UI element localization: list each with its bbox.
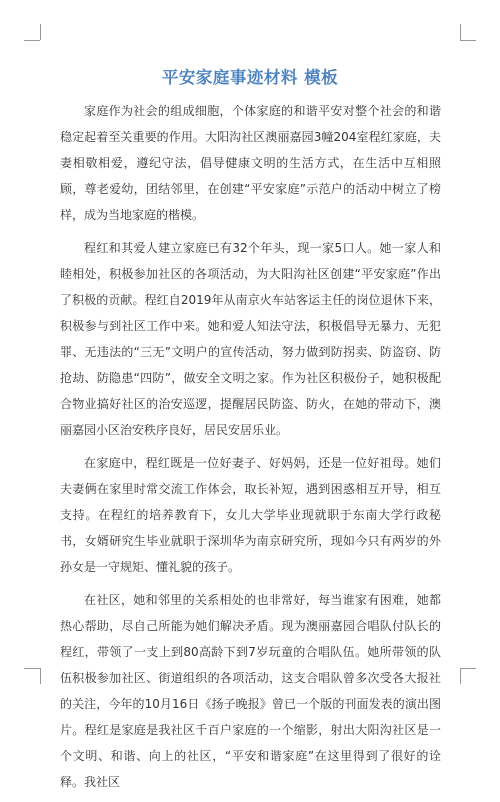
body-paragraph: 在家庭中，程红既是一位好妻子、好妈妈，还是一位好祖母。她们夫妻俩在家里时常交流工作体会，取长补短，遇到困惑相互开导，相互支持。在程红的培养教育下，女儿大学毕业现就职于东南大学行政秘书，女婿研究生毕业就职于深圳华为南京研究所，现如今只有两岁的外孙女是一守规矩、懂礼貌的孩子。 (60, 456, 441, 574)
document-title: 平安家庭事迹材料 模板 (161, 68, 339, 87)
crop-mark-top-right (460, 24, 461, 40)
crop-mark-top-left (40, 24, 41, 40)
crop-mark-top-left (24, 40, 40, 41)
body-paragraph: 家庭作为社会的组成细胞，个体家庭的和谐平安对整个社会的和谐稳定起着至关重要的作用。大阳沟社区澳丽嘉园3幢204室程红家庭，夫妻相敬相爱，遵纪守法，倡导健康文明的生活方式，在生活中互相照顾，尊老爱幼，团结邻里，在创建“平安家庭”示范户的活动中树立了榜样，成为当地家庭的楷模。 (60, 104, 441, 222)
body-paragraph: 在社区，她和邻里的关系相处的也非常好，每当谁家有困难，她都热心帮助，尽自己所能为她们解决矛盾。现为澳丽嘉园合唱队付队长的程红，带领了一支上到80高龄下到7岁玩童的合唱队伍。她所带领的队伍积极参加社区、街道组织的各项活动，这支合唱队曾多次受各大报社的关注，今年的10月16日《扬子晚报》曾已一个版的刊面发表的演出图片。程红是家庭是我社区千百户家庭的一个缩影，射出大阳沟社区是一个文明、和谐、向上的社区，“平安和谐家庭”在这里得到了很好的诠释。我社区 (60, 593, 441, 789)
document-body (60, 98, 441, 802)
body-paragraph: 程红和其爱人建立家庭已有32个年头，现一家5口人。她一家人和睦相处，积极参加社区的各项活动，为大阳沟社区创建“平安家庭”作出了积极的贡献。程红自2019年从南京火车站客运主任的岗位退休下来，积极参与到社区工作中来。她和爱人知法守法，积极倡导无暴力、无犯罪、无违法的“三无”文明户的宣传活动，努力做到防拐卖、防盗窃、防抢劫、防隐患“四防”，做安全文明之家。作为社区积极份子，她积极配合物业搞好社区的治安巡逻，提醒居民防盗、防火，在她的带动下，澳丽嘉园小区治安秩序良好，居民安居乐业。 (60, 241, 441, 437)
crop-mark-bottom-right (460, 668, 476, 669)
crop-mark-bottom-left (24, 668, 40, 669)
crop-mark-top-right (460, 40, 476, 41)
crop-mark-bottom-left (40, 668, 41, 684)
crop-mark-bottom-right (460, 668, 461, 684)
